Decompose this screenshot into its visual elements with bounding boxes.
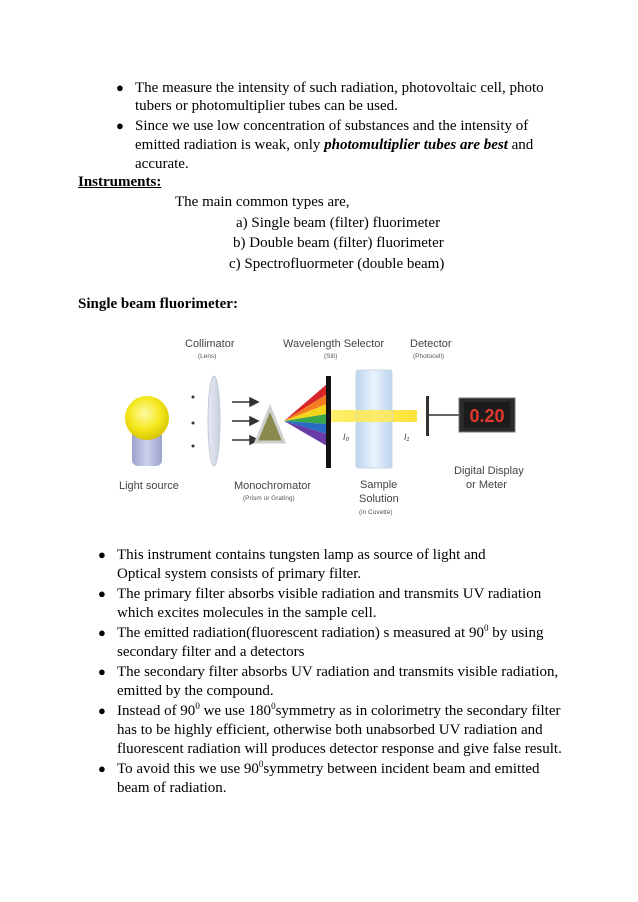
bullet-text: has to be highly efficient, otherwise both unabsorbed UV radiation and [117, 722, 543, 738]
bullet-text: The secondary filter absorbs UV radiation and transmits visible radiation, [117, 664, 559, 680]
sample-label: Sample [360, 479, 398, 491]
bullet-text: fluorescent radiation will produces detector response and give false result. [117, 741, 562, 757]
digital-display-label: Digital Display [454, 465, 524, 477]
bullet-text: This instrument contains tungsten lamp as source of light and [117, 547, 486, 563]
degree-superscript: 0 [271, 701, 276, 711]
solution-label: Solution [359, 493, 399, 505]
bullet-icon: ● [98, 664, 106, 679]
instruments-heading: Instruments: [78, 174, 162, 190]
display-reading: 0.20 [469, 406, 505, 426]
bullet-text-line [117, 760, 540, 778]
bullet-text: symmetry as in colorimetry the secondary filter [275, 703, 561, 719]
bullet-text: Since we use low concentration of substances and the intensity of [135, 118, 529, 134]
bullet-text: which excites molecules in the sample cell. [117, 605, 377, 621]
bullet-text: tubers or photomultiplier tubes can be used. [135, 98, 398, 114]
bullet-icon: ● [116, 80, 124, 95]
light-bulb-shape [125, 396, 169, 440]
i1-label: I₁ [404, 432, 410, 442]
incident-beam-overlay [356, 410, 392, 422]
bullet-icon: ● [98, 703, 106, 718]
bullet-text: The primary filter absorbs visible radiation and transmits UV radiation [117, 586, 542, 602]
bullet-text: accurate. [135, 156, 189, 172]
wavelength-selector-slit [326, 376, 331, 468]
bullet-text: emitted radiation is weak, only [135, 137, 321, 153]
detector-plate [426, 396, 429, 436]
bullet-icon: ● [98, 586, 106, 601]
ray-dot [192, 396, 195, 399]
wavelength-selector-label: Wavelength Selector [283, 338, 385, 350]
collimator-lens-shape [208, 376, 220, 466]
degree-superscript: 0 [483, 623, 489, 633]
bullet-text-line [117, 702, 560, 720]
bullet-text: and [511, 137, 534, 153]
bullet-text: secondary filter and a detectors [117, 644, 305, 660]
bullet-text: beam of radiation. [117, 780, 227, 796]
cuvette-sublabel: (in Cuvette) [359, 509, 393, 516]
meter-label: or Meter [466, 479, 507, 491]
emphasis-text: photomultiplier tubes are best [324, 137, 508, 153]
instrument-type: c) Spectrofluormeter (double beam) [229, 256, 445, 272]
light-source-label: Light source [119, 480, 179, 492]
bullet-icon: ● [98, 547, 106, 562]
collimated-rays [232, 398, 258, 444]
detector-label: Detector [410, 338, 452, 350]
bullet-text: The emitted radiation(fluorescent radiation) s measured at 90 [117, 625, 484, 641]
wavelength-selector-sublabel: (Slit) [324, 353, 338, 360]
bullet-text-line [117, 624, 543, 642]
i0-label: I₀ [343, 432, 350, 442]
instruments-intro: The main common types are, [175, 194, 350, 210]
collimator-label: Collimator [185, 338, 235, 350]
monochromator-sublabel: (Prism or Grating) [243, 495, 295, 502]
bullet-text: The measure the intensity of such radiation, photovoltaic cell, photo [135, 80, 544, 96]
ray-dot [192, 422, 195, 425]
bullet-text: by using [488, 625, 544, 641]
prism-shape [256, 408, 284, 442]
monochromator-label: Monochromator [234, 480, 312, 492]
bullet-text: To avoid this we use 90 [117, 761, 259, 777]
bullet-text: Instead of 90 [117, 703, 196, 719]
ray-dot [192, 445, 195, 448]
degree-superscript: 0 [258, 759, 264, 769]
bullet-icon: ● [116, 118, 124, 133]
bullet-text: symmetry between incident beam and emitted [263, 761, 540, 777]
detector-sublabel: (Photocell) [413, 353, 445, 360]
instrument-type: a) Single beam (filter) fluorimeter [236, 215, 441, 231]
bullet-icon: ● [98, 625, 106, 640]
single-beam-heading: Single beam fluorimeter: [78, 296, 238, 312]
bullet-text: emitted by the compound. [117, 683, 274, 699]
bullet-text: Optical system consists of primary filter. [117, 566, 362, 582]
dispersed-spectrum [284, 384, 327, 446]
bullet-icon: ● [98, 761, 106, 776]
degree-superscript: 0 [195, 701, 200, 711]
collimator-sublabel: (Lens) [198, 353, 217, 360]
instrument-type: b) Double beam (filter) fluorimeter [233, 235, 444, 251]
bullet-text: we use 180 [199, 703, 272, 719]
